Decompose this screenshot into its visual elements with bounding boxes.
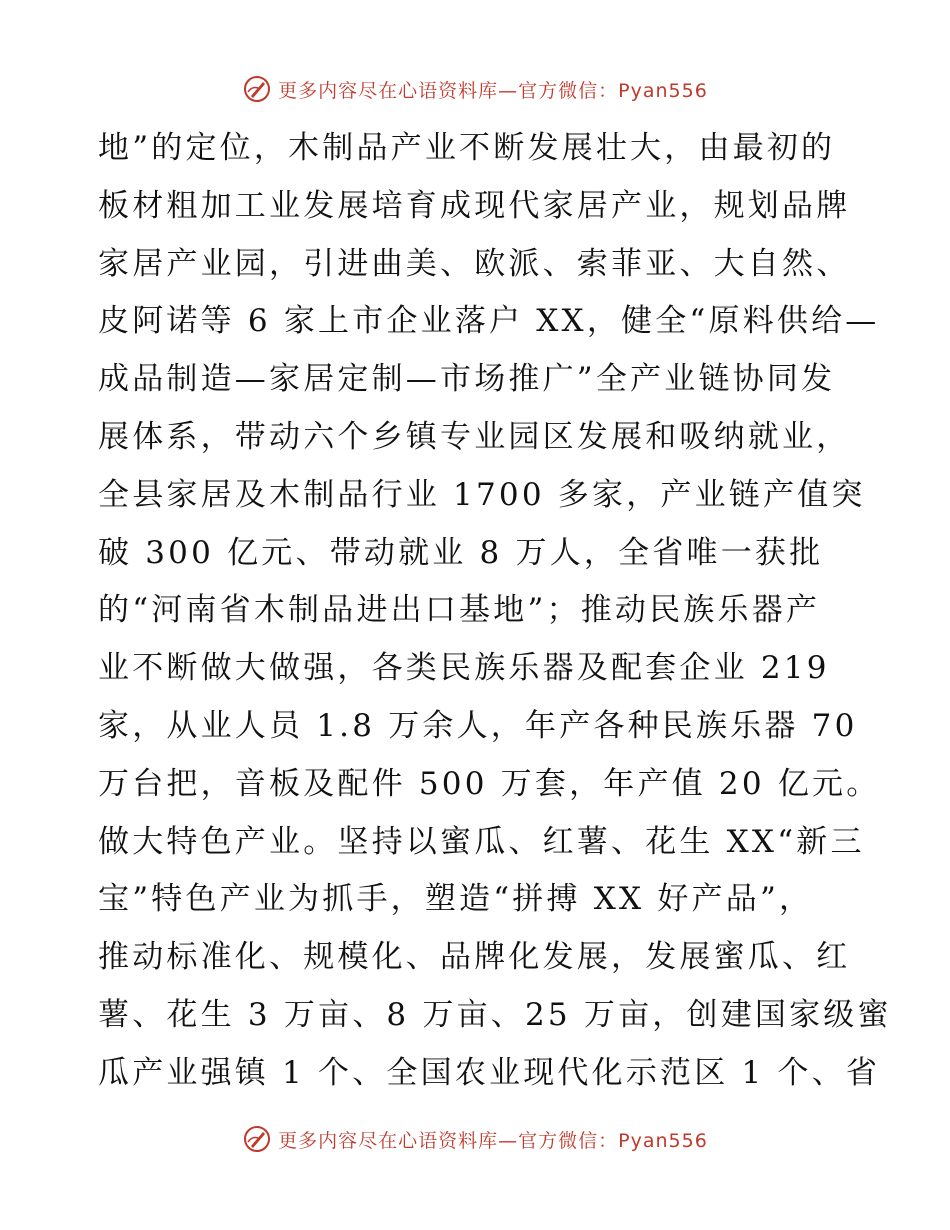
text-line: 成品制造—家居定制—市场推广”全产业链协同发 xyxy=(98,361,836,398)
text-line: 的“河南省木制品进出口基地”；推动民族乐器产 xyxy=(98,592,821,629)
text-line: 瓜产业强镇 1 个、全国农业现代化示范区 1 个、省 xyxy=(98,1054,881,1091)
text-line: 展体系，带动六个乡镇专业园区发展和吸纳就业， xyxy=(98,418,851,455)
text-line: 破 300 亿元、带动就业 8 万人，全省唯一获批 xyxy=(98,534,824,571)
text-line: 地”的定位，木制品产业不断发展壮大，由最初的 xyxy=(98,130,836,166)
text-line: 全县家居及木制品行业 1700 多家，产业链产值突 xyxy=(98,476,866,513)
text-line: 家居产业园，引进曲美、欧派、索菲亚、大自然、 xyxy=(98,245,851,282)
text-line: 板材粗加工业发展培育成现代家居产业，规划品牌 xyxy=(98,187,851,224)
text-line: 推动标准化、规模化、品牌化发展，发展蜜瓜、红 xyxy=(98,939,851,976)
text-line: 薯、花生 3 万亩、8 万亩、25 万亩，创建国家级蜜 xyxy=(98,996,892,1033)
text-line: 宝”特色产业为抓手，塑造“拼搏 XX 好产品”， xyxy=(98,881,814,918)
document-body xyxy=(98,120,892,1103)
watermark-text: 更多内容尽在心语资料库—官方微信：Pyan556 xyxy=(278,79,708,102)
footer-watermark xyxy=(0,1124,950,1154)
text-line: 做大特色产业。坚持以蜜瓜、红薯、花生 XX“新三 xyxy=(98,823,865,860)
text-line: 家，从业人员 1.8 万余人，年产各种民族乐器 70 xyxy=(98,707,858,744)
text-line: 万台把，音板及配件 500 万套，年产值 20 亿元。 xyxy=(98,765,881,802)
text-line: 业不断做大做强，各类民族乐器及配套企业 219 xyxy=(98,650,830,687)
quill-logo-icon xyxy=(242,74,272,104)
quill-logo-icon xyxy=(242,1124,272,1154)
watermark-text: 更多内容尽在心语资料库—官方微信：Pyan556 xyxy=(278,1129,708,1152)
header-watermark xyxy=(0,74,950,104)
text-line: 皮阿诺等 6 家上市企业落户 XX，健全“原料供给— xyxy=(98,303,880,340)
